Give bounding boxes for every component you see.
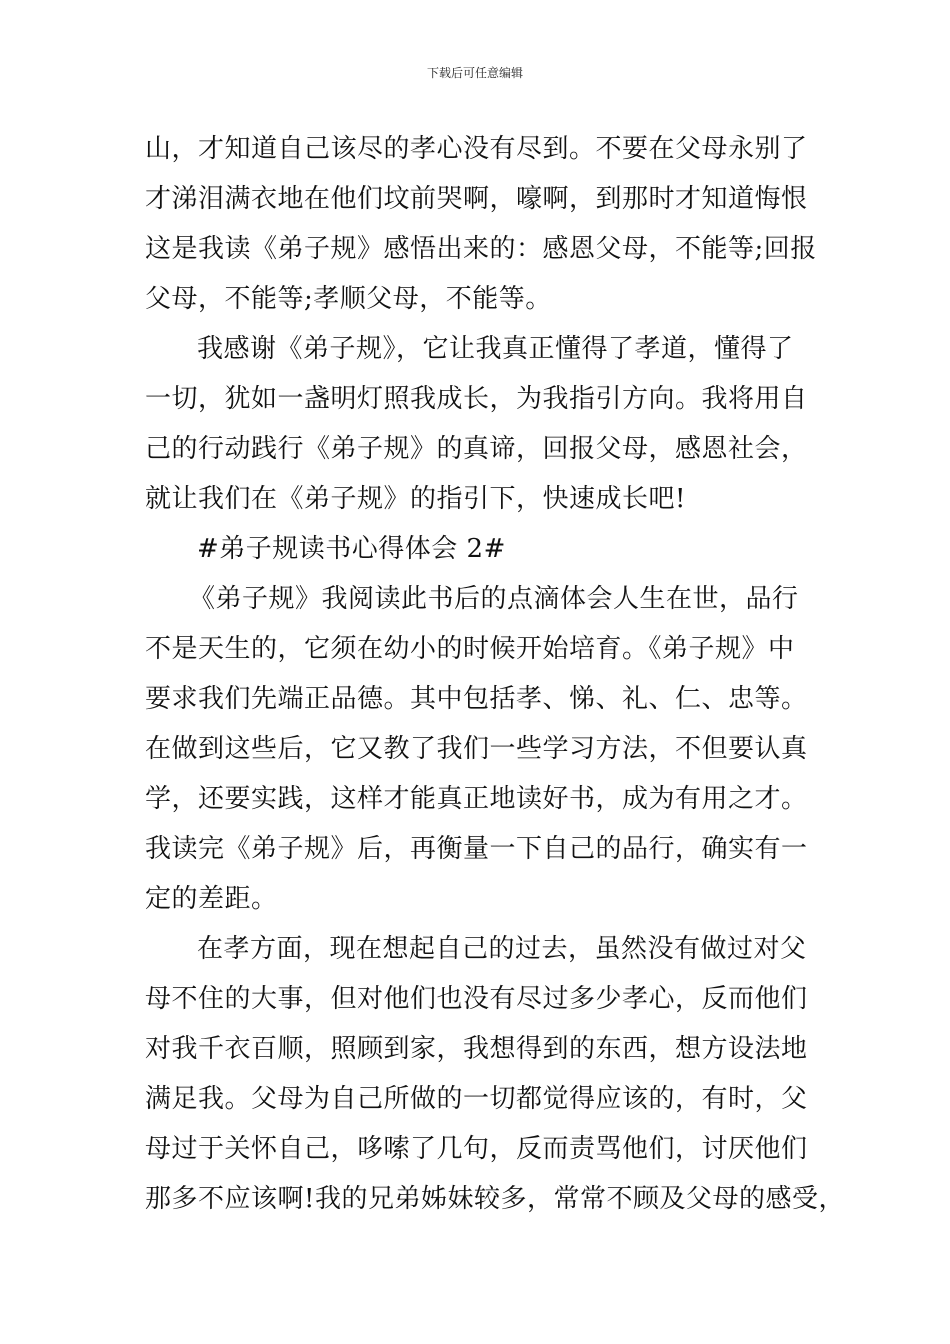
page-header: 下载后可任意编辑 (426, 66, 523, 80)
text-line: 在做到这些后，它又教了我们一些学习方法，不但要认真 (145, 734, 808, 764)
text-line: 这是我读《弟子规》感悟出来的：感恩父母，不能等;回报 (145, 234, 817, 264)
text-line: 满足我。父母为自己所做的一切都觉得应该的，有时，父 (145, 1084, 808, 1114)
text-line: 要求我们先端正品德。其中包括孝、悌、礼、仁、忠等。 (145, 684, 808, 714)
text-line: 我感谢《弟子规》，它让我真正懂得了孝道，懂得了 (197, 334, 794, 364)
text-line: 学，还要实践，这样才能真正地读好书，成为有用之才。 (145, 784, 808, 814)
text-line: 我读完《弟子规》后，再衡量一下自己的品行，确实有一 (145, 834, 808, 864)
text-line: 对我千衣百顺，照顾到家，我想得到的东西，想方设法地 (145, 1034, 808, 1064)
text-line: 己的行动践行《弟子规》的真谛，回报父母，感恩社会， (145, 434, 808, 464)
text-line: 山，才知道自己该尽的孝心没有尽到。不要在父母永别了 (145, 134, 808, 164)
text-line: 定的差距。 (145, 884, 278, 914)
text-line: 母过于关怀自己，哆嗦了几句，反而责骂他们，讨厌他们 (145, 1134, 808, 1164)
text-line: 就让我们在《弟子规》的指引下，快速成长吧! (145, 484, 686, 514)
text-line: 不是天生的，它须在幼小的时候开始培育。《弟子规》中 (145, 634, 795, 664)
text-line: 《弟子规》我阅读此书后的点滴体会人生在世，品行 (189, 584, 799, 614)
text-line: 才涕泪满衣地在他们坟前哭啊，嚎啊，到那时才知道悔恨 (145, 184, 808, 214)
section-heading: #弟子规读书心得体会 2# (197, 534, 506, 564)
text-line: 一切，犹如一盏明灯照我成长，为我指引方向。我将用自 (145, 384, 808, 414)
text-line: 那多不应该啊!我的兄弟姊妹较多，常常不顾及父母的感受， (145, 1184, 845, 1214)
document-body (145, 124, 845, 1224)
text-line: 父母，不能等;孝顺父母，不能等。 (145, 284, 552, 314)
text-line: 在孝方面，现在想起自己的过去，虽然没有做过对父 (197, 934, 807, 964)
text-line: 母不住的大事，但对他们也没有尽过多少孝心，反而他们 (145, 984, 808, 1014)
